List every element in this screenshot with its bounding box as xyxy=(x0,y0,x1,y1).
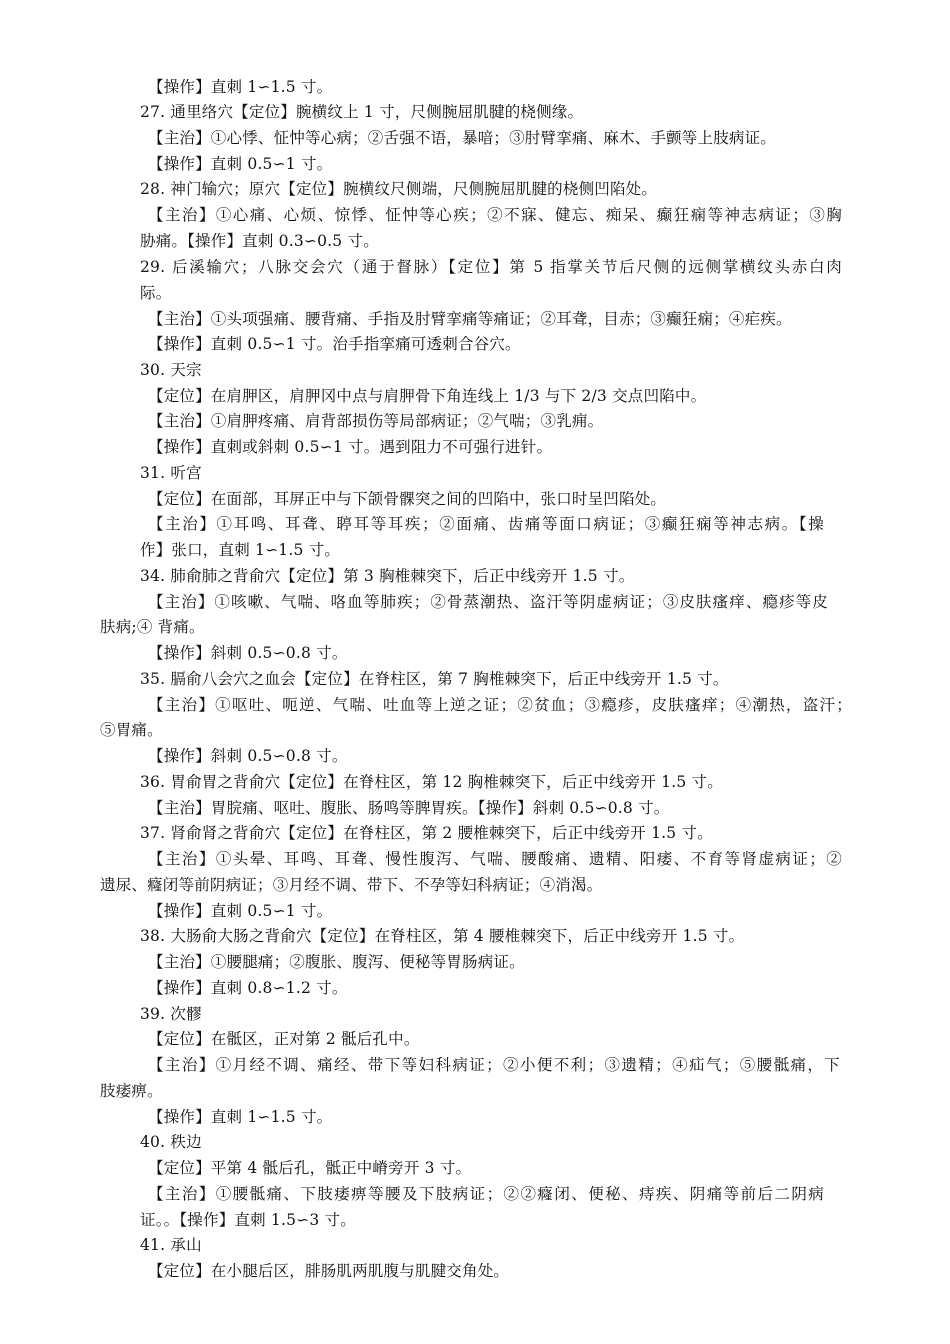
text-line: 【操作】直刺或斜刺 0.5∽1 寸。遇到阻力不可强行进针。 xyxy=(148,438,553,456)
text-line: 34. 肺俞肺之背俞穴【定位】第 3 胸椎棘突下，后正中线旁开 1.5 寸。 xyxy=(140,567,635,585)
text-line: 37. 肾俞肾之背俞穴【定位】在脊柱区，第 2 腰椎棘突下，后正中线旁开 1.5 寸。 xyxy=(140,824,713,842)
text-line: 肤病;④ 背痛。 xyxy=(100,618,205,636)
text-line: 39. 次髎 xyxy=(140,1005,202,1023)
text-line: 【操作】斜刺 0.5∽0.8 寸。 xyxy=(148,644,348,662)
text-line: 【主治】①咳嗽、气喘、咯血等肺疾；②骨蒸潮热、盗汗等阴虚病证；③皮肤瘙痒、瘾疹等皮 xyxy=(148,593,828,611)
text-line: 【主治】胃脘痛、呕吐、腹胀、肠鸣等脾胃疾。【操作】斜刺 0.5∽0.8 寸。 xyxy=(148,799,670,817)
text-line: 【主治】①心痛、心烦、惊悸、怔忡等心疾；②不寐、健忘、痴呆、癫狂痫等神志病证；③胸 xyxy=(148,206,842,224)
text-line: 27. 通里络穴【定位】腕横纹上 1 寸，尺侧腕屈肌腱的桡侧缘。 xyxy=(140,103,584,121)
text-line: 36. 胃俞胃之背俞穴【定位】在脊柱区，第 12 胸椎棘突下，后正中线旁开 1.5 寸。 xyxy=(140,773,723,791)
text-line: 41. 承山 xyxy=(140,1236,202,1254)
text-line: 31. 听宫 xyxy=(140,464,202,482)
text-line: 作】张口，直刺 1∽1.5 寸。 xyxy=(140,541,341,559)
text-line: 38. 大肠俞大肠之背俞穴【定位】在脊柱区，第 4 腰椎棘突下，后正中线旁开 1.5 寸。 xyxy=(140,927,745,945)
text-line: 【操作】直刺 0.8∽1.2 寸。 xyxy=(148,979,348,997)
text-line: 【主治】①肩胛疼痛、肩背部损伤等局部病证；②气喘；③乳痈。 xyxy=(148,412,604,430)
text-line: 【主治】①呕吐、呃逆、气喘、吐血等上逆之证；②贫血；③瘾疹，皮肤瘙痒；④潮热，盗汗； xyxy=(148,696,852,714)
text-line: 际。 xyxy=(140,284,172,302)
text-line: 【主治】①头项强痛、腰背痛、手指及肘臂挛痛等痛证；②耳聋，目赤；③癫狂痫；④疟疾。 xyxy=(148,310,792,328)
text-line: 【定位】在肩胛区，肩胛冈中点与肩胛骨下角连线上 1/3 与下 2/3 交点凹陷中。 xyxy=(148,387,707,405)
text-line: 【主治】①腰骶痛、下肢痿痹等腰及下肢病证；②②癃闭、便秘、痔疾、阴痛等前后二阴病 xyxy=(148,1185,824,1203)
text-line: 【操作】直刺 1∽1.5 寸。 xyxy=(148,1108,333,1126)
text-line: 【操作】直刺 1∽1.5 寸。 xyxy=(148,78,333,96)
text-line: 【操作】直刺 0.5∽1 寸。治手指挛痛可透刺合谷穴。 xyxy=(148,335,521,353)
text-line: ⑤胃痛。 xyxy=(100,721,163,739)
text-line: 证。。【操作】直刺 1.5∽3 寸。 xyxy=(140,1211,356,1229)
text-line: 29. 后溪输穴；八脉交会穴（通于督脉）【定位】第 5 指掌关节后尺侧的远侧掌横纹头赤白肉 xyxy=(140,258,842,276)
text-line: 【定位】在面部，耳屏正中与下颌骨髁突之间的凹陷中，张口时呈凹陷处。 xyxy=(148,490,667,508)
text-line: 【操作】斜刺 0.5∽0.8 寸。 xyxy=(148,747,348,765)
text-line: 30. 天宗 xyxy=(140,361,202,379)
text-line: 【主治】①头晕、耳鸣、耳聋、慢性腹泻、气喘、腰酸痛、遗精、阳痿、不育等肾虚病证；② xyxy=(148,850,842,868)
text-line: 35. 膈俞八会穴之血会【定位】在脊柱区，第 7 胸椎棘突下，后正中线旁开 1.5 寸。 xyxy=(140,670,729,688)
text-line: 【定位】在骶区，正对第 2 骶后孔中。 xyxy=(148,1030,420,1048)
text-line: 【定位】在小腿后区，腓肠肌两肌腹与肌腱交角处。 xyxy=(148,1262,510,1280)
text-line: 【操作】直刺 0.5∽1 寸。 xyxy=(148,902,333,920)
text-line: 肢痿痹。 xyxy=(100,1082,163,1100)
text-line: 【主治】①心悸、怔忡等心病；②舌强不语，暴喑；③肘臂挛痛、麻木、手颤等上肢病证。 xyxy=(148,129,777,147)
text-line: 胁痛。【操作】直刺 0.3∽0.5 寸。 xyxy=(140,232,379,250)
text-line: 遗尿、癃闭等前阴病证；③月经不调、带下、不孕等妇科病证；④消渴。 xyxy=(100,876,603,894)
text-line: 【主治】①腰腿痛；②腹胀、腹泻、便秘等胃肠病证。 xyxy=(148,953,525,971)
text-line: 40. 秩边 xyxy=(140,1133,202,1151)
text-line: 28. 神门输穴；原穴【定位】腕横纹尺侧端，尺侧腕屈肌腱的桡侧凹陷处。 xyxy=(140,180,658,198)
text-line: 【操作】直刺 0.5∽1 寸。 xyxy=(148,155,333,173)
text-line: 【主治】①月经不调、痛经、带下等妇科病证；②小便不利；③遗精；④疝气；⑤腰骶痛，下 xyxy=(148,1056,840,1074)
text-line: 【主治】①耳鸣、耳聋、聤耳等耳疾；②面痛、齿痛等面口病证；③癫狂痫等神志病。【操 xyxy=(148,515,824,533)
text-line: 【定位】平第 4 骶后孔，骶正中嵴旁开 3 寸。 xyxy=(148,1159,472,1177)
